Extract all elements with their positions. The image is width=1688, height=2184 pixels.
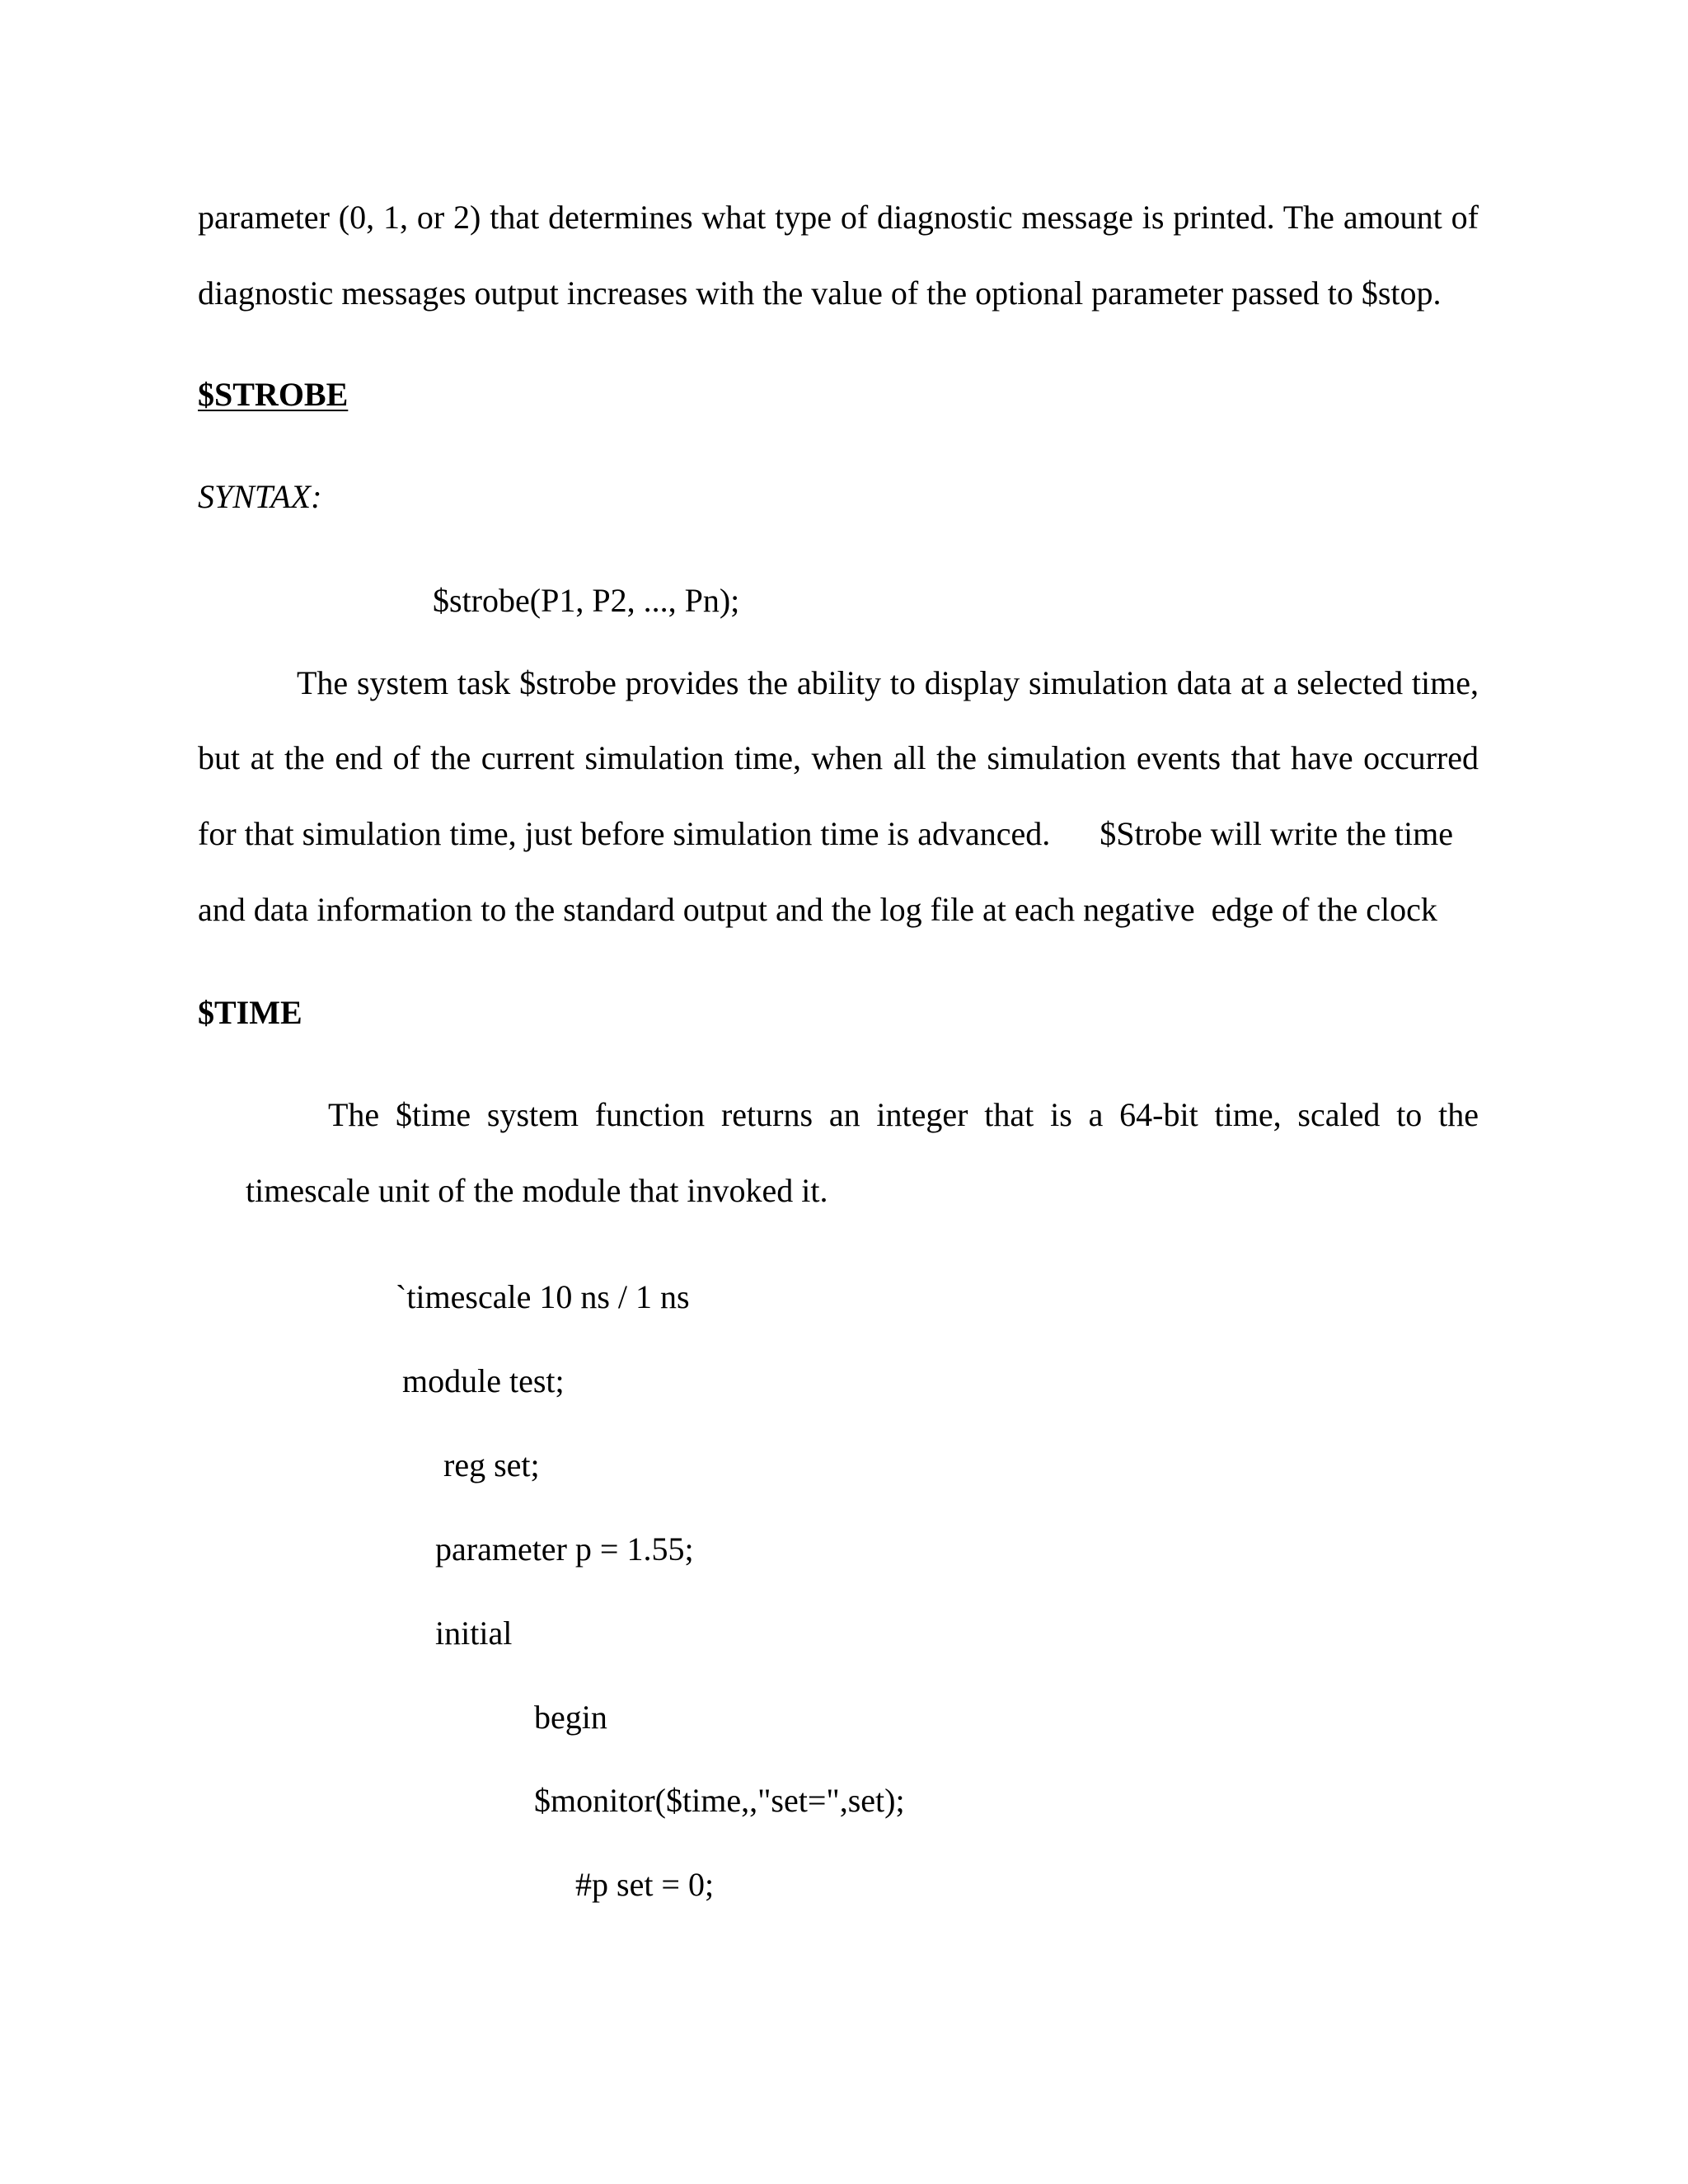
intro-line-1: parameter (0, 1, or 2) that determines what type of diagnostic message is printed. The amount of: [198, 199, 1479, 236]
time-para-line-2: timescale unit of the module that invoked it.: [246, 1172, 828, 1209]
strobe-para-line-1: The system task $strobe provides the ability to display simulation data at a selected time,: [297, 664, 1479, 701]
time-para-line-1: The $time system function returns an integer that is a 64-bit time, scaled to the: [328, 1096, 1479, 1133]
strobe-para-line-4: and data information to the standard output and the log file at each negative edge of the clock: [198, 891, 1437, 928]
intro-line-2: diagnostic messages output increases with the value of the optional parameter passed to $stop.: [198, 274, 1442, 312]
code-line-5: initial: [435, 1615, 513, 1652]
code-line-7: $monitor($time,,"set=",set);: [534, 1782, 905, 1819]
syntax-label: SYNTAX:: [198, 478, 322, 515]
code-line-4: parameter p = 1.55;: [435, 1530, 694, 1568]
strobe-syntax-code: $strobe(P1, P2, ..., Pn);: [433, 582, 740, 619]
code-line-3: reg set;: [443, 1446, 540, 1483]
strobe-heading: $STROBE: [198, 376, 349, 413]
code-line-1: `timescale 10 ns / 1 ns: [396, 1278, 690, 1315]
code-line-8: #p set = 0;: [575, 1866, 715, 1903]
code-line-6: begin: [534, 1699, 607, 1736]
strobe-para-line-3: for that simulation time, just before simulation time is advanced. $Strobe will write the time: [198, 815, 1454, 852]
strobe-para-line-2: but at the end of the current simulation time, when all the simulation events that have occurred: [198, 739, 1479, 776]
time-heading: $TIME: [198, 994, 302, 1031]
code-line-2: module test;: [402, 1362, 565, 1399]
